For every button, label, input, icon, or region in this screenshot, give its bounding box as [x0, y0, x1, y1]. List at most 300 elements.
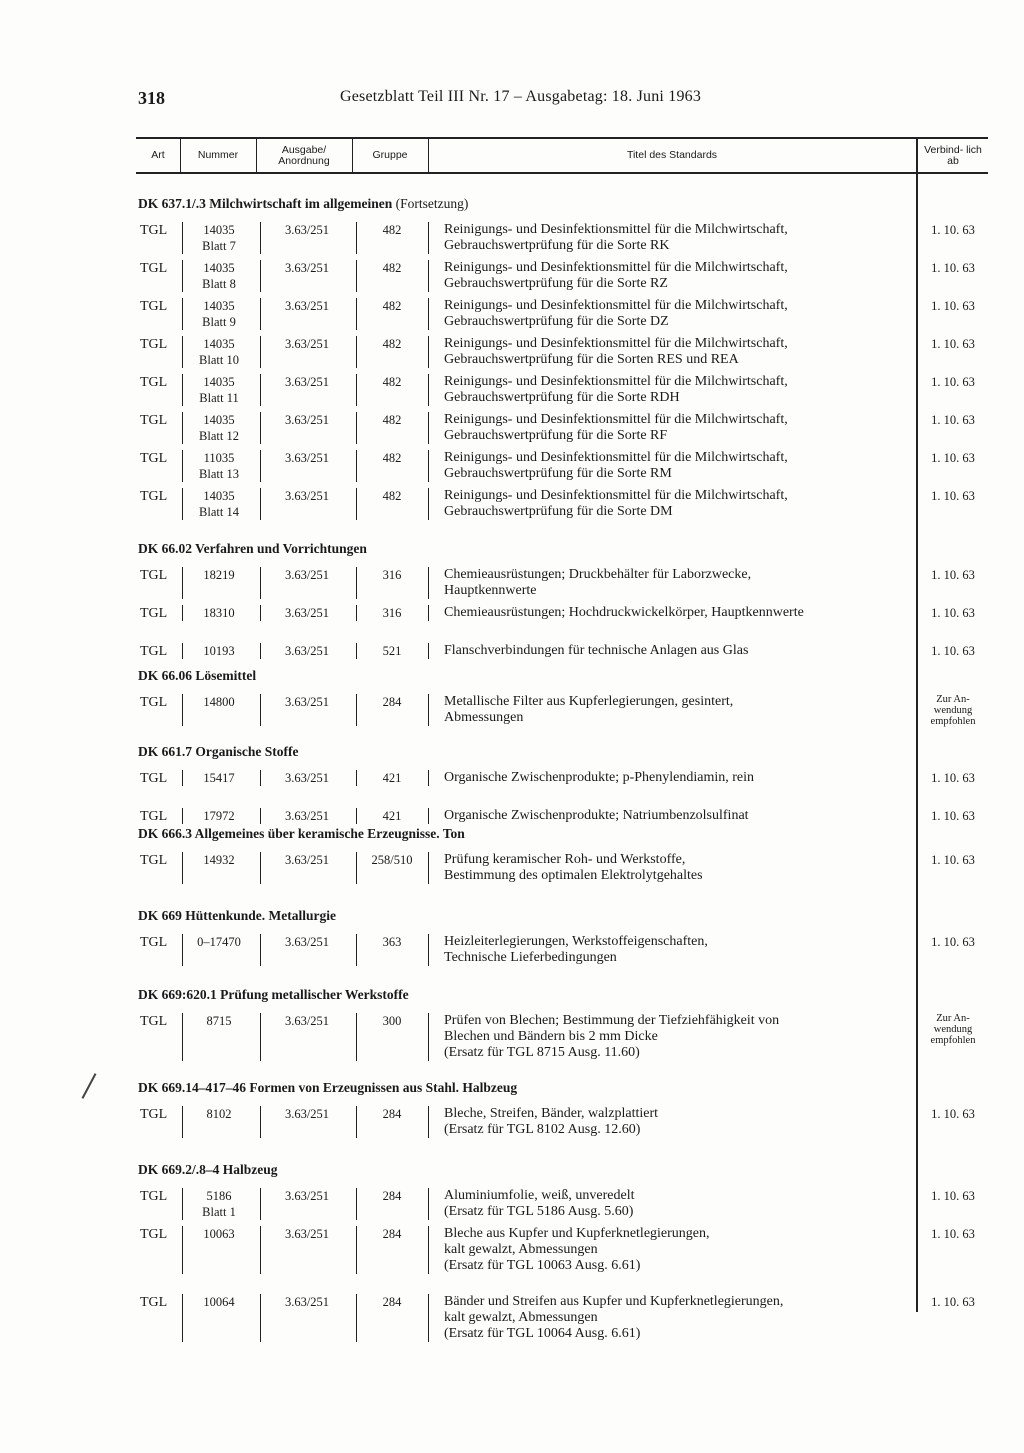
cell-titel-line: Gebrauchswertprüfung für die Sorten RES und REA	[444, 352, 739, 367]
cell-titel-line: (Ersatz für TGL 8715 Ausg. 11.60)	[444, 1045, 640, 1060]
cell-titel	[444, 450, 922, 482]
cell-titel-line: Gebrauchswertprüfung für die Sorte RK	[444, 238, 670, 253]
column-separator	[428, 336, 429, 368]
column-separator	[428, 1294, 429, 1342]
cell-ausgabe: 3.63/251	[284, 489, 330, 503]
cell-titel-line: Reinigungs- und Desinfektionsmittel für die Milchwirtschaft,	[444, 374, 788, 389]
page-number: 318	[138, 88, 165, 108]
cell-nummer	[182, 450, 256, 482]
column-separator	[428, 488, 429, 520]
cell-titel	[444, 260, 922, 292]
column-separator	[356, 643, 357, 659]
cell-art: TGL	[140, 644, 168, 659]
cell-titel-line: Reinigungs- und Desinfektionsmittel für die Milchwirtschaft,	[444, 450, 788, 465]
cell-titel-line: Chemieausrüstungen; Druckbehälter für Laborzwecke,	[444, 567, 752, 582]
cell-titel	[444, 852, 922, 884]
column-separator	[428, 412, 429, 444]
cell-titel	[444, 643, 922, 659]
section-title	[138, 1162, 278, 1178]
cell-blatt: Blatt 11	[199, 391, 239, 405]
cell-verbindlich: 1. 10. 63	[931, 299, 975, 313]
column-separator	[356, 1226, 357, 1274]
column-separator	[356, 694, 357, 726]
section-dk-heading: DK 66.02 Verfahren und Vorrichtungen	[138, 541, 367, 556]
section-title	[138, 668, 256, 684]
table-row	[136, 1294, 988, 1344]
column-separator	[356, 567, 357, 599]
cell-gruppe: 300	[382, 1014, 402, 1028]
column-separator	[182, 1013, 183, 1061]
column-separator	[260, 694, 261, 726]
cell-titel-line: Bleche, Streifen, Bänder, walzplattiert	[444, 1106, 659, 1121]
header-gruppe: Gruppe	[352, 139, 429, 172]
header-titel: Titel des Standards	[626, 149, 718, 161]
cell-nummer	[182, 852, 256, 868]
column-separator	[356, 260, 357, 292]
cell-titel	[444, 1013, 922, 1061]
cell-nummer-value: 10063	[203, 1227, 235, 1241]
column-separator	[428, 1226, 429, 1274]
cell-ausgabe: 3.63/251	[284, 223, 330, 237]
cell-titel	[444, 605, 922, 621]
table-row	[136, 298, 988, 332]
header-nummer: Nummer	[180, 139, 257, 172]
cell-verbindlich: 1. 10. 63	[931, 489, 975, 503]
column-separator	[182, 488, 183, 520]
cell-titel-line: Aluminiumfolie, weiß, unveredelt	[444, 1188, 635, 1203]
cell-ausgabe: 3.63/251	[284, 644, 330, 658]
cell-gruppe: 421	[382, 771, 402, 785]
cell-gruppe: 284	[382, 695, 402, 709]
cell-ausgabe: 3.63/251	[284, 1107, 330, 1121]
cell-verbindlich: 1. 10. 63	[931, 809, 975, 823]
table-row	[136, 770, 988, 788]
cell-titel	[444, 770, 922, 786]
column-separator	[356, 808, 357, 824]
cell-titel-line: Gebrauchswertprüfung für die Sorte DZ	[444, 314, 669, 329]
column-separator	[260, 488, 261, 520]
column-separator	[182, 643, 183, 659]
cell-titel-line: Bleche aus Kupfer und Kupferknetlegierungen,	[444, 1226, 710, 1241]
cell-nummer-value: 8715	[206, 1014, 232, 1028]
cell-verbindlich: 1. 10. 63	[931, 935, 975, 949]
cell-art: TGL	[140, 299, 168, 314]
cell-art: TGL	[140, 809, 168, 824]
cell-titel-line: Reinigungs- und Desinfektionsmittel für die Milchwirtschaft,	[444, 336, 788, 351]
column-separator	[260, 567, 261, 599]
section-title	[138, 987, 409, 1003]
cell-verbindlich: 1. 10. 63	[931, 413, 975, 427]
section-dk-heading: DK 637.1/.3 Milchwirtschaft im allgemeinen	[138, 196, 393, 211]
table-row	[136, 222, 988, 256]
cell-gruppe: 482	[382, 413, 402, 427]
column-separator	[260, 852, 261, 884]
margin-pen-mark	[82, 1073, 97, 1099]
table-row	[136, 605, 988, 623]
column-separator	[428, 260, 429, 292]
cell-nummer	[182, 1226, 256, 1242]
cell-titel	[444, 488, 922, 520]
cell-ausgabe: 3.63/251	[284, 695, 330, 709]
cell-nummer-value: 14800	[203, 695, 235, 709]
column-separator	[182, 934, 183, 966]
table-row	[136, 934, 988, 968]
column-separator	[260, 412, 261, 444]
column-separator	[260, 605, 261, 621]
cell-titel-line: (Ersatz für TGL 10064 Ausg. 6.61)	[444, 1326, 641, 1341]
cell-verbindlich: 1. 10. 63	[931, 1227, 975, 1241]
cell-art: TGL	[140, 451, 168, 466]
table-row	[136, 336, 988, 370]
column-separator	[182, 1188, 183, 1220]
cell-verbindlich: 1. 10. 63	[931, 606, 975, 620]
cell-titel	[444, 1294, 922, 1342]
column-separator	[260, 934, 261, 966]
column-separator	[356, 450, 357, 482]
column-separator	[356, 605, 357, 621]
column-separator	[260, 374, 261, 406]
cell-ausgabe: 3.63/251	[284, 568, 330, 582]
column-separator	[428, 1013, 429, 1061]
cell-gruppe: 482	[382, 489, 402, 503]
cell-verbindlich: 1. 10. 63	[931, 644, 975, 658]
column-separator	[260, 643, 261, 659]
cell-art: TGL	[140, 1107, 168, 1122]
cell-titel-line: Reinigungs- und Desinfektionsmittel für die Milchwirtschaft,	[444, 260, 788, 275]
table-row	[136, 694, 988, 728]
cell-nummer	[182, 605, 256, 621]
section-dk-heading: DK 661.7 Organische Stoffe	[138, 744, 299, 759]
cell-ausgabe: 3.63/251	[284, 413, 330, 427]
cell-nummer	[182, 336, 256, 368]
cell-nummer-value: 14932	[203, 853, 235, 867]
cell-blatt: Blatt 9	[202, 315, 236, 329]
table-row	[136, 567, 988, 601]
cell-art: TGL	[140, 1014, 168, 1029]
cell-ausgabe: 3.63/251	[284, 337, 330, 351]
cell-titel-line: Bestimmung des optimalen Elektrolytgehaltes	[444, 868, 703, 883]
cell-ausgabe: 3.63/251	[284, 1295, 330, 1309]
cell-ausgabe: 3.63/251	[284, 935, 330, 949]
cell-nummer-value: 8102	[206, 1107, 232, 1121]
cell-titel	[444, 808, 922, 824]
column-separator	[428, 694, 429, 726]
cell-nummer-value: 14035	[203, 337, 235, 351]
section-dk-heading: DK 669.14–417–46 Formen von Erzeugnissen aus Stahl. Halbzeug	[138, 1080, 518, 1095]
cell-titel-line: Organische Zwischenprodukte; Natriumbenzolsulfinat	[444, 808, 749, 823]
cell-titel-line: Gebrauchswertprüfung für die Sorte RM	[444, 466, 672, 481]
column-separator	[428, 852, 429, 884]
cell-art: TGL	[140, 1189, 168, 1204]
section-dk-heading: DK 669 Hüttenkunde. Metallurgie	[138, 908, 336, 923]
cell-verbindlich: 1. 10. 63	[931, 1107, 975, 1121]
column-separator	[356, 934, 357, 966]
cell-nummer	[182, 1013, 256, 1029]
column-separator	[182, 694, 183, 726]
cell-nummer	[182, 488, 256, 520]
cell-titel	[444, 1226, 922, 1274]
column-separator	[428, 374, 429, 406]
column-separator	[428, 222, 429, 254]
table-row	[136, 1226, 988, 1276]
cell-art: TGL	[140, 1227, 168, 1242]
cell-verbindlich: 1. 10. 63	[931, 261, 975, 275]
cell-nummer-value: 14035	[203, 413, 235, 427]
cell-verbindlich: 1. 10. 63	[931, 1295, 975, 1309]
cell-gruppe: 421	[382, 809, 402, 823]
cell-nummer	[182, 298, 256, 330]
table-row	[136, 852, 988, 886]
cell-art: TGL	[140, 771, 168, 786]
cell-art: TGL	[140, 935, 168, 950]
cell-titel	[444, 567, 922, 599]
cell-ausgabe: 3.63/251	[284, 771, 330, 785]
cell-ausgabe: 3.63/251	[284, 1227, 330, 1241]
cell-verbindlich: Zur An- wendung empfohlen	[930, 1013, 976, 1046]
cell-gruppe: 521	[382, 644, 402, 658]
cell-verbindlich: 1. 10. 63	[931, 853, 975, 867]
cell-art: TGL	[140, 375, 168, 390]
column-separator	[260, 336, 261, 368]
column-separator	[182, 567, 183, 599]
column-separator	[260, 1294, 261, 1342]
cell-titel-line: Prüfung keramischer Roh- und Werkstoffe,	[444, 852, 686, 867]
cell-blatt: Blatt 7	[202, 239, 236, 253]
column-separator	[428, 605, 429, 621]
cell-blatt: Blatt 8	[202, 277, 236, 291]
column-separator	[182, 605, 183, 621]
cell-gruppe: 258/510	[371, 853, 413, 867]
cell-titel-line: Gebrauchswertprüfung für die Sorte DM	[444, 504, 673, 519]
cell-titel-line: (Ersatz für TGL 10063 Ausg. 6.61)	[444, 1258, 641, 1273]
cell-titel-line: Bänder und Streifen aus Kupfer und Kupferknetlegierungen,	[444, 1294, 784, 1309]
column-separator	[428, 1106, 429, 1138]
cell-ausgabe: 3.63/251	[284, 809, 330, 823]
cell-nummer	[182, 412, 256, 444]
cell-gruppe: 482	[382, 375, 402, 389]
cell-nummer-value: 15417	[203, 771, 235, 785]
column-separator	[260, 1013, 261, 1061]
column-separator	[182, 852, 183, 884]
running-head: Gesetzblatt Teil III Nr. 17 – Ausgabetag: 18. Juni 1963	[340, 88, 702, 105]
cell-gruppe: 482	[382, 337, 402, 351]
column-separator	[182, 1106, 183, 1138]
column-separator	[260, 1226, 261, 1274]
cell-nummer-value: 10064	[203, 1295, 235, 1309]
cell-nummer	[182, 567, 256, 583]
cell-nummer-value: 17972	[203, 809, 235, 823]
cell-titel	[444, 298, 922, 330]
column-separator	[182, 260, 183, 292]
column-separator	[260, 770, 261, 786]
cell-titel-line: Organische Zwischenprodukte; p-Phenylendiamin, rein	[444, 770, 754, 785]
cell-titel	[444, 694, 922, 726]
cell-nummer	[182, 1188, 256, 1220]
column-separator	[182, 450, 183, 482]
cell-gruppe: 284	[382, 1227, 402, 1241]
cell-art: TGL	[140, 413, 168, 428]
section-continuation: (Fortsetzung)	[392, 196, 469, 211]
cell-titel	[444, 336, 922, 368]
cell-titel-line: Prüfen von Blechen; Bestimmung der Tiefziehfähigkeit von	[444, 1013, 780, 1028]
cell-nummer	[182, 934, 256, 950]
cell-art: TGL	[140, 489, 168, 504]
table-row	[136, 488, 988, 522]
cell-titel-line: Reinigungs- und Desinfektionsmittel für die Milchwirtschaft,	[444, 222, 788, 237]
cell-gruppe: 284	[382, 1107, 402, 1121]
column-separator	[356, 1294, 357, 1342]
column-separator	[428, 567, 429, 599]
cell-gruppe: 284	[382, 1295, 402, 1309]
cell-verbindlich: 1. 10. 63	[931, 223, 975, 237]
column-separator	[182, 808, 183, 824]
column-separator	[182, 412, 183, 444]
cell-nummer-value: 14035	[203, 223, 235, 237]
cell-nummer	[182, 374, 256, 406]
cell-ausgabe: 3.63/251	[284, 375, 330, 389]
cell-titel-line: (Ersatz für TGL 5186 Ausg. 5.60)	[444, 1204, 634, 1219]
cell-titel-line: Gebrauchswertprüfung für die Sorte RF	[444, 428, 668, 443]
column-separator	[356, 852, 357, 884]
cell-ausgabe: 3.63/251	[284, 261, 330, 275]
column-separator	[260, 808, 261, 824]
column-separator	[260, 1188, 261, 1220]
section-dk-heading: DK 66.06 Lösemittel	[138, 668, 257, 683]
cell-ausgabe: 3.63/251	[284, 606, 330, 620]
cell-nummer	[182, 222, 256, 254]
column-separator	[428, 1188, 429, 1220]
cell-titel	[444, 1188, 922, 1220]
cell-nummer-value: 14035	[203, 375, 235, 389]
cell-titel-line: Hauptkennwerte	[444, 583, 537, 598]
cell-verbindlich: 1. 10. 63	[931, 337, 975, 351]
column-separator	[260, 1106, 261, 1138]
cell-verbindlich: 1. 10. 63	[931, 375, 975, 389]
cell-blatt: Blatt 1	[202, 1205, 236, 1219]
column-separator	[182, 374, 183, 406]
column-separator	[182, 298, 183, 330]
column-separator	[182, 336, 183, 368]
cell-nummer-value: 14035	[203, 261, 235, 275]
cell-blatt: Blatt 13	[199, 467, 239, 481]
cell-nummer-value: 18219	[203, 568, 235, 582]
cell-gruppe: 363	[382, 935, 402, 949]
column-separator	[428, 298, 429, 330]
cell-titel-line: Flanschverbindungen für technische Anlagen aus Glas	[444, 643, 749, 658]
section-title	[138, 541, 367, 557]
table-row	[136, 1106, 988, 1140]
cell-titel-line: (Ersatz für TGL 8102 Ausg. 12.60)	[444, 1122, 641, 1137]
cell-blatt: Blatt 12	[199, 429, 239, 443]
section-title	[138, 196, 468, 212]
cell-titel	[444, 1106, 922, 1138]
column-separator	[260, 450, 261, 482]
column-separator	[356, 770, 357, 786]
cell-art: TGL	[140, 223, 168, 238]
cell-gruppe: 482	[382, 223, 402, 237]
cell-nummer	[182, 643, 256, 659]
cell-titel-line: Abmessungen	[444, 710, 524, 725]
cell-verbindlich: 1. 10. 63	[931, 1189, 975, 1203]
column-separator	[356, 1188, 357, 1220]
table-row	[136, 1188, 988, 1222]
cell-art: TGL	[140, 337, 168, 352]
header-verbindlich: Verbind- lich ab	[916, 139, 988, 172]
column-separator	[428, 808, 429, 824]
column-separator	[260, 260, 261, 292]
section-dk-heading: DK 666.3 Allgemeines über keramische Erzeugnisse. Ton	[138, 826, 465, 841]
cell-titel-line: Gebrauchswertprüfung für die Sorte RZ	[444, 276, 668, 291]
column-separator	[182, 1226, 183, 1274]
section-dk-heading: DK 669:620.1 Prüfung metallischer Werkstoffe	[138, 987, 409, 1002]
cell-nummer-value: 5186	[206, 1189, 232, 1203]
header-ausgabe: Ausgabe/ Anordnung	[256, 139, 353, 172]
cell-art: TGL	[140, 261, 168, 276]
section-title	[138, 744, 298, 760]
cell-verbindlich: 1. 10. 63	[931, 771, 975, 785]
cell-blatt: Blatt 10	[199, 353, 239, 367]
table-row	[136, 1013, 988, 1063]
section-title	[138, 826, 465, 842]
cell-nummer	[182, 808, 256, 824]
cell-verbindlich: 1. 10. 63	[931, 568, 975, 582]
cell-nummer	[182, 694, 256, 710]
cell-ausgabe: 3.63/251	[284, 451, 330, 465]
cell-nummer-value: 14035	[203, 299, 235, 313]
column-separator	[182, 222, 183, 254]
cell-titel-line: kalt gewalzt, Abmessungen	[444, 1310, 598, 1325]
table-row	[136, 450, 988, 484]
cell-gruppe: 316	[382, 606, 402, 620]
cell-ausgabe: 3.63/251	[284, 1014, 330, 1028]
cell-art: TGL	[140, 568, 168, 583]
column-separator	[260, 222, 261, 254]
cell-blatt: Blatt 14	[199, 505, 239, 519]
column-separator	[260, 298, 261, 330]
cell-titel-line: Gebrauchswertprüfung für die Sorte RDH	[444, 390, 680, 405]
column-separator	[356, 222, 357, 254]
cell-ausgabe: 3.63/251	[284, 853, 330, 867]
cell-gruppe: 316	[382, 568, 402, 582]
cell-nummer-value: 0–17470	[197, 935, 241, 949]
cell-nummer	[182, 260, 256, 292]
column-separator	[182, 770, 183, 786]
table-header	[136, 137, 988, 174]
cell-nummer	[182, 770, 256, 786]
table-row	[136, 374, 988, 408]
cell-gruppe: 482	[382, 451, 402, 465]
section-title	[138, 908, 336, 924]
cell-titel-line: kalt gewalzt, Abmessungen	[444, 1242, 598, 1257]
cell-nummer-value: 18310	[203, 606, 235, 620]
column-separator	[356, 488, 357, 520]
cell-titel-line: Technische Lieferbedingungen	[444, 950, 617, 965]
cell-titel-line: Reinigungs- und Desinfektionsmittel für die Milchwirtschaft,	[444, 298, 788, 313]
cell-ausgabe: 3.63/251	[284, 299, 330, 313]
cell-nummer-value: 11035	[203, 451, 235, 465]
cell-titel-line: Heizleiterlegierungen, Werkstoffeigenschaften,	[444, 934, 708, 949]
cell-ausgabe: 3.63/251	[284, 1189, 330, 1203]
cell-titel	[444, 412, 922, 444]
column-separator	[428, 934, 429, 966]
column-separator	[356, 374, 357, 406]
cell-titel-line: Chemieausrüstungen; Hochdruckwickelkörper, Hauptkennwerte	[444, 605, 804, 620]
cell-nummer	[182, 1106, 256, 1122]
cell-verbindlich: Zur An- wendung empfohlen	[930, 694, 976, 727]
cell-art: TGL	[140, 695, 168, 710]
column-separator	[182, 1294, 183, 1342]
cell-art: TGL	[140, 853, 168, 868]
